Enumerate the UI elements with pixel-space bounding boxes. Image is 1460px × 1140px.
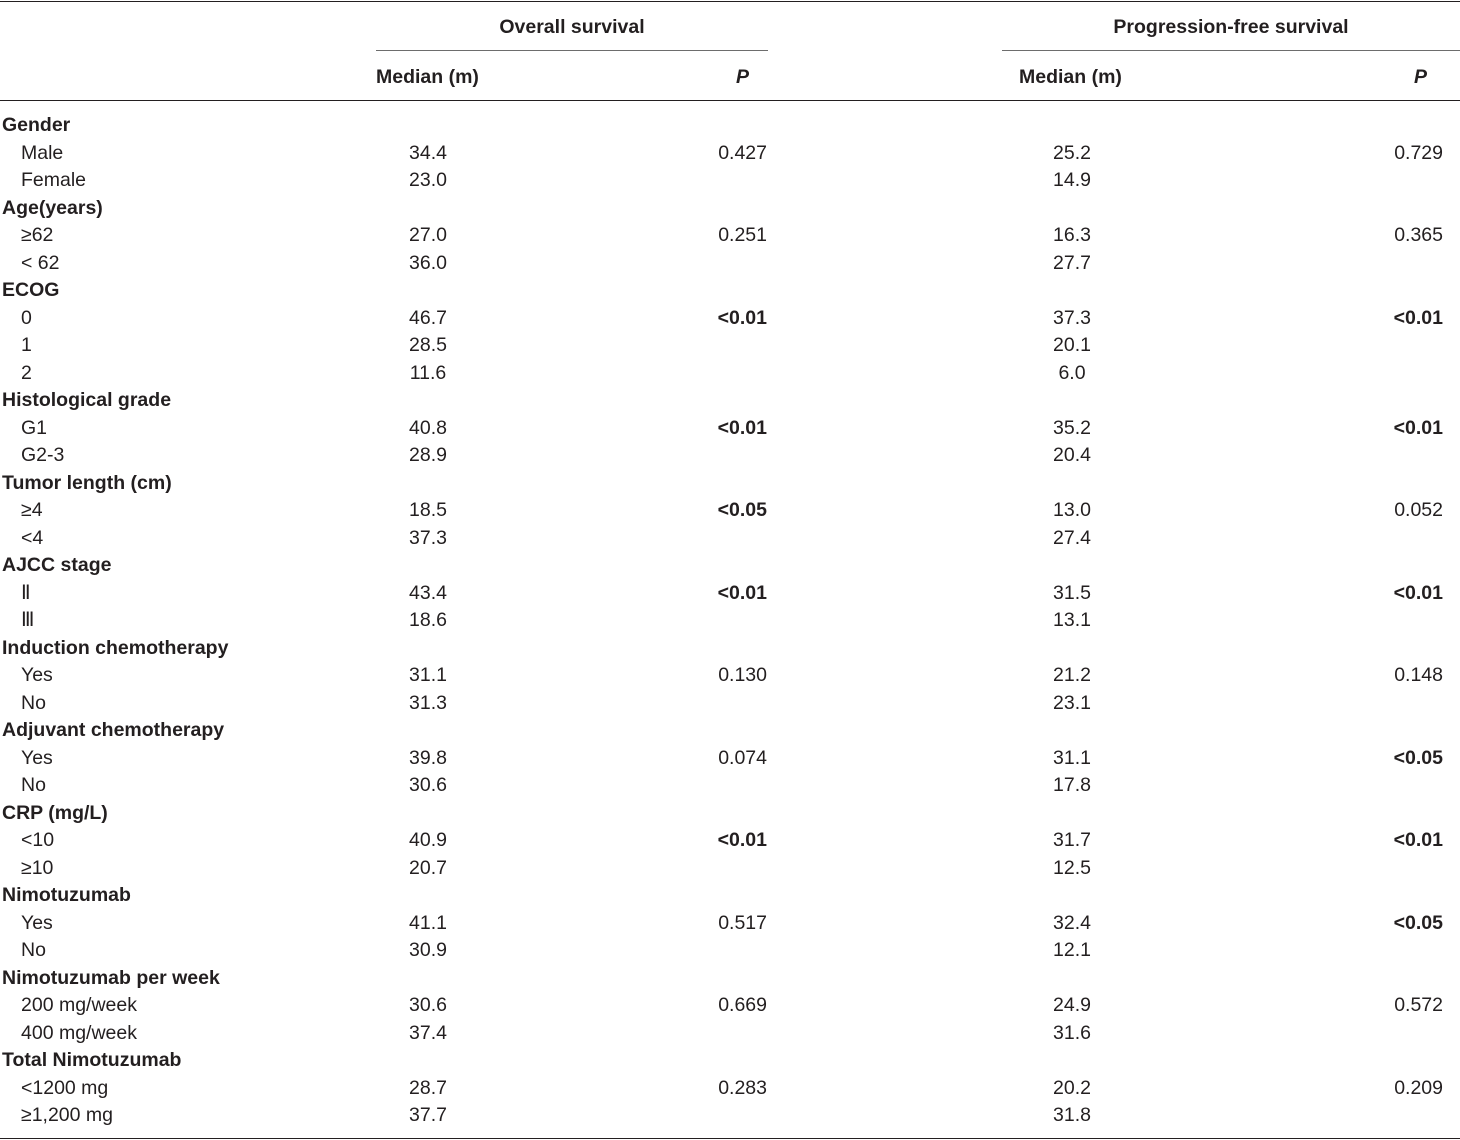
os-p-value: <0.01 xyxy=(717,416,767,439)
table-row xyxy=(0,937,1460,965)
row-label: Ⅲ xyxy=(21,609,35,631)
os-median-value: 43.4 xyxy=(409,581,447,604)
row-label: Female xyxy=(21,169,87,191)
os-median-value: 39.8 xyxy=(409,746,447,769)
table-row xyxy=(0,305,1460,333)
table-row xyxy=(0,910,1460,938)
os-median-value: 31.1 xyxy=(409,664,447,686)
table-row xyxy=(0,580,1460,608)
table-row xyxy=(0,415,1460,443)
pfs-p-value: 0.209 xyxy=(1394,1076,1443,1099)
os-median-value: 28.7 xyxy=(409,1076,447,1099)
os-p-value: 0.130 xyxy=(718,664,767,686)
table-row xyxy=(0,827,1460,855)
pfs-p-value: 0.729 xyxy=(1394,141,1443,164)
header-overall-survival: Overall survival xyxy=(499,16,645,38)
header-pfs-median: Median (m) xyxy=(1019,66,1122,88)
row-label: Ⅱ xyxy=(21,581,31,604)
pfs-median-value: 31.5 xyxy=(1053,581,1091,604)
os-median-value: 40.8 xyxy=(409,416,447,439)
os-median-value: 28.9 xyxy=(409,444,447,466)
row-label: <1200 mg xyxy=(21,1076,109,1099)
row-label: G2-3 xyxy=(21,444,65,466)
table-row xyxy=(0,1102,1460,1130)
os-median-value: 30.9 xyxy=(409,939,447,961)
os-median-value: 11.6 xyxy=(409,361,447,384)
pfs-median-value: 32.4 xyxy=(1053,911,1091,934)
pfs-median-value: 14.9 xyxy=(1053,169,1091,191)
row-label: No xyxy=(21,939,46,961)
group-label: Nimotuzumab xyxy=(2,884,131,906)
table-row xyxy=(0,1020,1460,1048)
pfs-span-rule xyxy=(1002,50,1460,51)
pfs-median-value: 20.4 xyxy=(1053,444,1091,466)
pfs-median-value: 21.2 xyxy=(1053,664,1091,686)
table-row xyxy=(0,745,1460,773)
row-label: G1 xyxy=(21,416,48,439)
row-label: ≥1,200 mg xyxy=(21,1104,114,1126)
os-median-value: 28.5 xyxy=(409,334,447,356)
group-row xyxy=(0,1047,1460,1075)
os-median-value: 40.9 xyxy=(409,829,447,851)
pfs-median-value: 27.7 xyxy=(1053,251,1091,274)
table-row xyxy=(0,167,1460,195)
row-label: No xyxy=(21,774,46,796)
group-label: Tumor length (cm) xyxy=(2,471,172,494)
os-median-value: 37.7 xyxy=(409,1104,447,1126)
group-row xyxy=(0,800,1460,828)
header-rule xyxy=(0,100,1460,101)
group-row xyxy=(0,387,1460,415)
group-row xyxy=(0,717,1460,745)
pfs-median-value: 24.9 xyxy=(1053,994,1091,1016)
pfs-median-value: 13.1 xyxy=(1053,609,1091,631)
pfs-p-value: 0.148 xyxy=(1394,664,1443,686)
row-label: < 62 xyxy=(21,251,60,274)
os-p-value: 0.427 xyxy=(718,141,767,164)
pfs-p-value: <0.05 xyxy=(1393,911,1443,934)
os-median-value: 30.6 xyxy=(409,994,447,1016)
row-label: 1 xyxy=(21,334,32,356)
group-label: Gender xyxy=(2,114,71,136)
os-p-value: <0.05 xyxy=(717,499,767,521)
os-median-value: 18.6 xyxy=(409,609,447,631)
pfs-median-value: 12.1 xyxy=(1053,939,1091,961)
os-median-value: 30.6 xyxy=(409,774,447,796)
os-median-value: 36.0 xyxy=(409,251,447,274)
table-row xyxy=(0,690,1460,718)
os-median-value: 34.4 xyxy=(409,141,447,164)
group-label: Histological grade xyxy=(2,389,172,411)
table-row xyxy=(0,332,1460,360)
top-rule xyxy=(0,1,1460,2)
row-label: Male xyxy=(21,141,64,164)
pfs-p-value: <0.01 xyxy=(1393,581,1443,604)
os-median-value: 31.3 xyxy=(409,691,447,714)
pfs-median-value: 31.1 xyxy=(1053,746,1091,769)
group-row xyxy=(0,965,1460,993)
group-label: Age(years) xyxy=(2,196,103,219)
os-p-value: <0.01 xyxy=(717,306,767,329)
row-label: 0 xyxy=(21,306,32,329)
os-p-value: 0.283 xyxy=(718,1076,767,1099)
pfs-median-value: 23.1 xyxy=(1053,691,1091,714)
pfs-median-value: 35.2 xyxy=(1053,416,1091,439)
group-row xyxy=(0,195,1460,223)
os-p-value: 0.251 xyxy=(718,224,767,246)
group-row xyxy=(0,882,1460,910)
table-row xyxy=(0,607,1460,635)
row-label: No xyxy=(21,691,46,714)
pfs-median-value: 13.0 xyxy=(1053,499,1091,521)
table-row xyxy=(0,1075,1460,1103)
row-label: ≥62 xyxy=(21,224,54,246)
group-label: Induction chemotherapy xyxy=(2,636,229,659)
os-median-value: 23.0 xyxy=(409,169,447,191)
os-median-value: 37.3 xyxy=(409,526,447,549)
table-row xyxy=(0,222,1460,250)
pfs-median-value: 27.4 xyxy=(1053,526,1091,549)
os-median-value: 18.5 xyxy=(409,499,447,521)
table-row xyxy=(0,662,1460,690)
pfs-p-value: 0.572 xyxy=(1394,994,1443,1016)
pfs-p-value: <0.05 xyxy=(1393,746,1443,769)
os-span-rule xyxy=(376,50,768,51)
row-label: Yes xyxy=(21,746,53,769)
table-row xyxy=(0,772,1460,800)
group-row xyxy=(0,552,1460,580)
os-p-value: 0.074 xyxy=(718,746,767,769)
pfs-median-value: 6.0 xyxy=(1058,361,1086,384)
group-label: CRP (mg/L) xyxy=(2,801,108,824)
table-row xyxy=(0,140,1460,168)
group-label: Nimotuzumab per week xyxy=(2,966,220,989)
header-os-p: P xyxy=(735,66,749,88)
os-median-value: 41.1 xyxy=(409,911,447,934)
row-label: Yes xyxy=(21,911,53,934)
row-label: 200 mg/week xyxy=(21,994,137,1016)
row-label: ≥4 xyxy=(21,499,43,521)
pfs-p-value: <0.01 xyxy=(1393,306,1443,329)
pfs-p-value: 0.365 xyxy=(1394,224,1443,246)
pfs-median-value: 31.6 xyxy=(1053,1021,1091,1044)
pfs-p-value: <0.01 xyxy=(1393,829,1443,851)
table-row xyxy=(0,992,1460,1020)
header-os-median: Median (m) xyxy=(376,66,479,88)
row-label: ≥10 xyxy=(21,856,54,879)
table-row xyxy=(0,855,1460,883)
os-p-value: <0.01 xyxy=(717,581,767,604)
row-label: 400 mg/week xyxy=(21,1021,137,1044)
os-p-value: <0.01 xyxy=(717,829,767,851)
group-label: Adjuvant chemotherapy xyxy=(2,719,225,741)
group-row xyxy=(0,112,1460,140)
group-row xyxy=(0,635,1460,663)
row-label: 2 xyxy=(21,361,32,384)
pfs-median-value: 31.7 xyxy=(1053,829,1091,851)
os-median-value: 27.0 xyxy=(409,224,447,246)
group-label: ECOG xyxy=(2,279,60,301)
header-pfs-p: P xyxy=(1413,66,1427,88)
table-row xyxy=(0,442,1460,470)
os-p-value: 0.517 xyxy=(718,911,767,934)
pfs-p-value: <0.01 xyxy=(1393,416,1443,439)
os-median-value: 37.4 xyxy=(409,1021,447,1044)
bottom-rule xyxy=(0,1138,1460,1139)
pfs-p-value: 0.052 xyxy=(1394,499,1443,521)
pfs-median-value: 37.3 xyxy=(1053,306,1091,329)
table-row xyxy=(0,497,1460,525)
table-row xyxy=(0,250,1460,278)
pfs-median-value: 20.1 xyxy=(1053,334,1091,356)
pfs-median-value: 17.8 xyxy=(1053,774,1091,796)
pfs-median-value: 12.5 xyxy=(1053,856,1091,879)
pfs-median-value: 20.2 xyxy=(1053,1076,1091,1099)
os-median-value: 46.7 xyxy=(409,306,447,329)
table-row xyxy=(0,525,1460,553)
pfs-median-value: 16.3 xyxy=(1053,224,1091,246)
row-label: <10 xyxy=(21,829,55,851)
table-row xyxy=(0,360,1460,388)
group-row xyxy=(0,277,1460,305)
os-p-value: 0.669 xyxy=(718,994,767,1016)
header-progression-free-survival: Progression-free survival xyxy=(1113,16,1349,38)
pfs-median-value: 25.2 xyxy=(1053,141,1091,164)
pfs-median-value: 31.8 xyxy=(1053,1104,1091,1126)
group-label: Total Nimotuzumab xyxy=(2,1049,182,1071)
row-label: <4 xyxy=(21,526,44,549)
group-row xyxy=(0,470,1460,498)
group-label: AJCC stage xyxy=(2,554,112,576)
row-label: Yes xyxy=(21,664,53,686)
os-median-value: 20.7 xyxy=(409,856,447,879)
